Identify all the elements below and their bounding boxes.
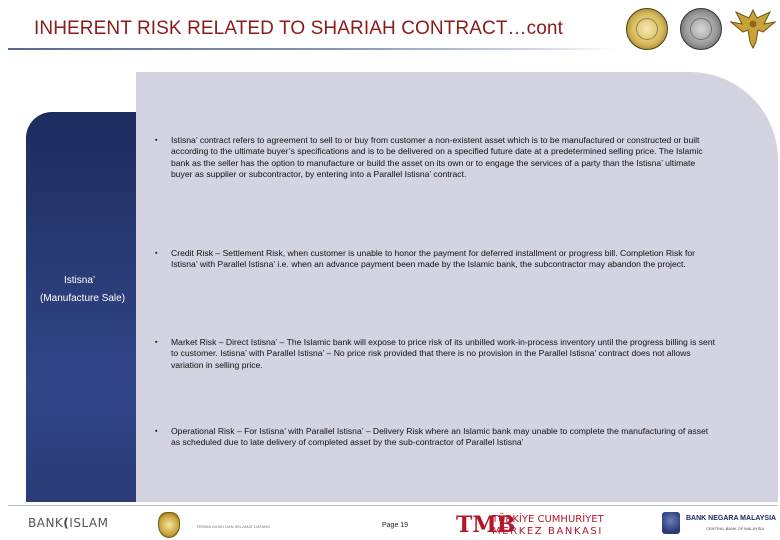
footer — [0, 508, 780, 540]
bank-islam-logo: BANK(ISLAM — [28, 516, 109, 530]
bullet-icon: ▪ — [155, 137, 158, 144]
bullet-item — [155, 248, 715, 271]
eagle-emblem-icon — [730, 6, 776, 50]
page-number: Page 19 — [382, 522, 409, 529]
bullet-text: Operational Risk – For Istisna’ with Parallel Istisna’ – Delivery Risk where an Islamic bank may unable to complete the manufacturing of asset as scheduled due to late delivery of completed asset by the sub-contractor of Parallel Istisna’ — [171, 426, 709, 448]
bullet-text: Istisna’ contract refers to agreement to sell to or buy from customer a non-existent asset which is to be manufactured or constructed or built according to the ultimate buyer’s specifications and is to be delivered on a specified future date at a predetermined selling price. The Islamic bank as the seller has the option to manufacture or build the asset on its own or to engage the services of a party than the Istisna’ ultimate buyer as supplier or subcontractor, by entering into a Parallel Istisna’ contract. — [171, 135, 703, 180]
bnm-subtitle: CENTRAL BANK OF MALAYSIA — [706, 526, 765, 531]
seal-logo-2-icon — [680, 8, 722, 50]
bnm-logo-icon — [662, 512, 680, 534]
side-label — [26, 272, 136, 308]
bullet-icon: ▪ — [155, 428, 158, 435]
footer-tiny-text: TERIMA KASIH DAN SELAMAT DATANG — [196, 524, 271, 529]
bank-islam-logo-b: ISLAM — [69, 516, 109, 530]
bullet-item — [155, 426, 715, 449]
top-logos — [622, 4, 778, 50]
bullet-icon: ▪ — [155, 339, 158, 346]
seal-logo-1-icon — [626, 8, 668, 50]
bnm-name: BANK NEGARA MALAYSIA — [686, 515, 777, 522]
tcmb-mark: TMB — [456, 512, 516, 538]
side-label-line2: (Manufacture Sale) — [40, 293, 126, 304]
bullet-text: Credit Risk – Settlement Risk, when customer is unable to honor the payment for deferred installment or progress bill. Completion Risk for Istisna’ with Parallel Istisna’ i.e. when an advance payment been made by the Islamic bank, the subcontractor may abandon the project. — [171, 248, 695, 270]
bullet-text: Market Risk – Direct Istisna’ – The Islamic bank will expose to price risk of its unbilled work-in-process inventory until the progress billing is sent to customer. Istisna’ with Parallel Istisna’ – No price risk provided that there is no provision in the Parallel Istisna’ contract does not allows variation in selling price. — [171, 337, 716, 370]
tcmb-line2: MERKEZ BANKASI — [492, 526, 603, 537]
tcmb-line1: TÜRKİYE CUMHURİYET — [492, 514, 604, 525]
bank-islam-logo-a: BANK — [28, 516, 64, 530]
side-label-line1: Istisna’ — [64, 275, 96, 286]
bullet-icon: ▪ — [155, 250, 158, 257]
bullet-item — [155, 337, 715, 371]
crest-icon — [158, 512, 180, 538]
tcmb-text — [492, 514, 604, 538]
bullet-item — [155, 135, 715, 181]
page-title: INHERENT RISK RELATED TO SHARIAH CONTRACT…cont — [34, 18, 563, 39]
title-underline — [8, 48, 620, 50]
footer-rule — [8, 505, 778, 506]
